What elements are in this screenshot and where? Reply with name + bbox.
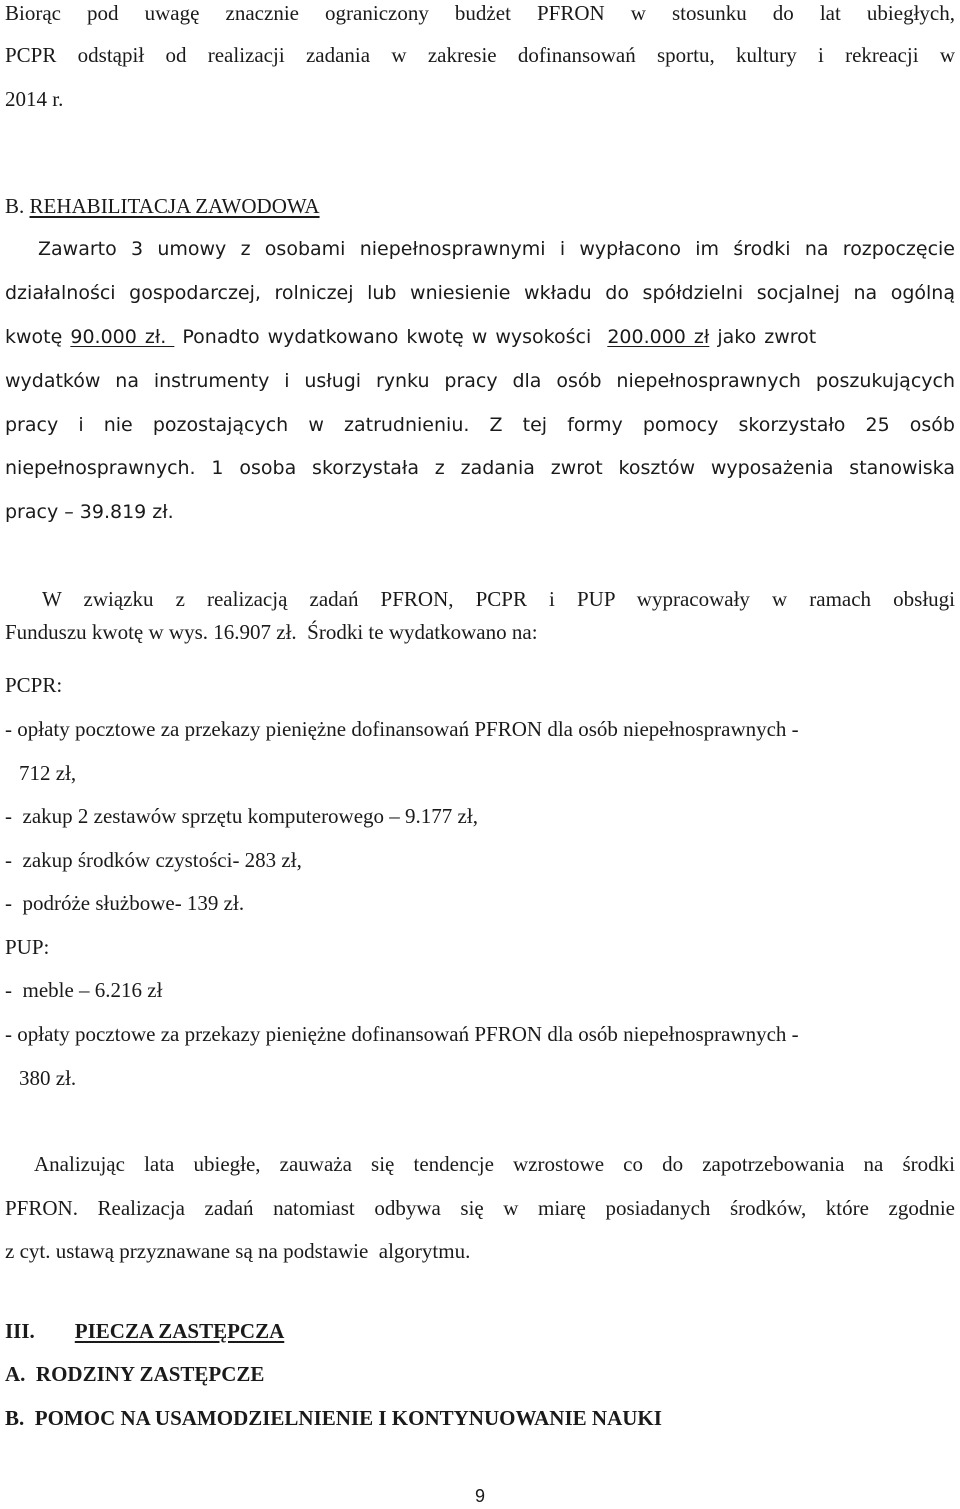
section-iii-title: PIECZA ZASTĘPCZA xyxy=(74,1319,285,1343)
amount-200000: 200.000 zł xyxy=(607,326,710,348)
section-b-line-2: działalności gospodarczej, rolniczej lub wniesienie wkładu do spółdzielni socjalnej na ogólną xyxy=(5,282,955,304)
pcpr-item-2: - zakup 2 zestawów sprzętu komputerowego – 9.177 zł, xyxy=(5,804,478,828)
section-b-line-4: wydatków na instrumenty i usługi rynku pracy dla osób niepełnosprawnych poszukujących xyxy=(5,370,955,392)
amount-90000: 90.000 zł. xyxy=(70,326,175,348)
funding-line-1: W związku z realizacją zadań PFRON, PCPR i PUP wypracowały w ramach obsługi xyxy=(42,587,955,611)
funding-line-2: Funduszu kwotę w wys. 16.907 zł. Środki te wydatkowano na: xyxy=(5,620,538,644)
analysis-line-1: Analizując lata ubiegłe, zauważa się tendencje wzrostowe co do zapotrzebowania na środki xyxy=(34,1152,955,1176)
section-b-letter: B. xyxy=(5,194,25,218)
section-b-line-3-c: jako zwrot xyxy=(709,326,817,348)
pup-item-1: - meble – 6.216 zł xyxy=(5,978,163,1002)
section-b-line-3 xyxy=(5,324,816,350)
pcpr-item-4: - podróże służbowe- 139 zł. xyxy=(5,891,245,915)
section-iii-number: III. xyxy=(5,1319,35,1343)
pcpr-label: PCPR: xyxy=(5,673,63,697)
section-b-line-1: Zawarto 3 umowy z osobami niepełnosprawnymi i wypłacono im środki na rozpoczęcie xyxy=(38,238,955,260)
analysis-line-2: PFRON. Realizacja zadań natomiast odbywa się w miarę posiadanych środków, które zgodnie xyxy=(5,1196,955,1220)
analysis-line-3: z cyt. ustawą przyznawane są na podstawie algorytmu. xyxy=(5,1239,471,1263)
section-iii-a: A. RODZINY ZASTĘPCZE xyxy=(5,1362,265,1386)
pup-item-2-line-1: - opłaty pocztowe za przekazy pieniężne dofinansowań PFRON dla osób niepełnosprawnych - xyxy=(5,1022,799,1046)
section-b-line-6: niepełnosprawnych. 1 osoba skorzystała z zadania zwrot kosztów wyposażenia stanowiska xyxy=(5,457,955,479)
pcpr-item-1-line-2: 712 zł, xyxy=(19,761,77,785)
intro-line-3: 2014 r. xyxy=(5,87,64,111)
pup-label: PUP: xyxy=(5,935,50,959)
pup-item-2-line-2: 380 zł. xyxy=(19,1066,77,1090)
section-iii-heading xyxy=(5,1318,284,1344)
pcpr-item-3: - zakup środków czystości- 283 zł, xyxy=(5,848,302,872)
section-b-line-3-a: kwotę xyxy=(5,326,71,348)
intro-line-1: Biorąc pod uwagę znacznie ograniczony budżet PFRON w stosunku do lat ubiegłych, xyxy=(5,1,955,25)
section-b-line-7: pracy – 39.819 zł. xyxy=(5,501,174,523)
section-b-line-3-b: Ponadto wydatkowano kwotę w wysokości xyxy=(174,326,608,348)
page-number: 9 xyxy=(474,1486,485,1506)
intro-line-2: PCPR odstąpił od realizacji zadania w zakresie dofinansowań sportu, kultury i rekreacji w xyxy=(5,43,955,67)
section-b-title: REHABILITACJA ZAWODOWA xyxy=(29,194,320,218)
section-b-line-5: pracy i nie pozostających w zatrudnieniu. Z tej formy pomocy skorzystało 25 osób xyxy=(5,414,955,436)
section-b-heading xyxy=(5,193,320,219)
pcpr-item-1-line-1: - opłaty pocztowe za przekazy pieniężne dofinansowań PFRON dla osób niepełnosprawnych - xyxy=(5,717,799,741)
section-iii-b: B. POMOC NA USAMODZIELNIENIE I KONTYNUOWANIE NAUKI xyxy=(5,1406,662,1430)
